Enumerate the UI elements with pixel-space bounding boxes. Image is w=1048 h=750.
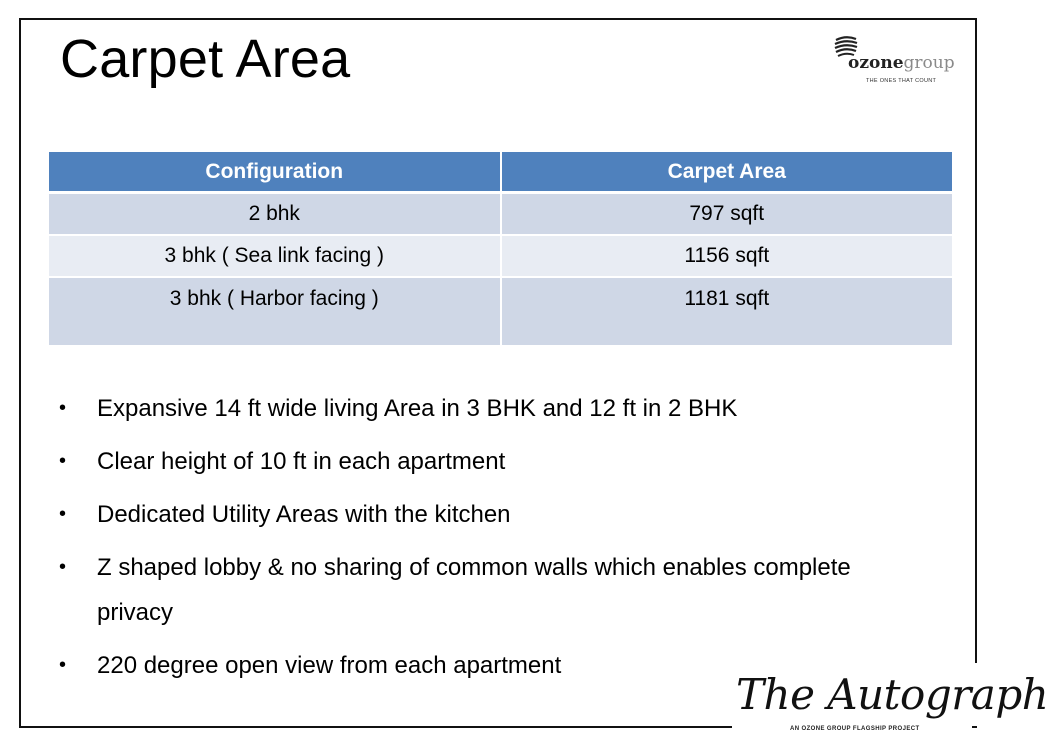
table-header-row [49,152,952,193]
list-item-text: Expansive 14 ft wide living Area in 3 BHK and 12 ft in 2 BHK [97,395,738,422]
feature-list [55,386,905,696]
header-carpet-area: Carpet Area [501,152,953,193]
table-row [49,235,952,277]
list-item-text: Dedicated Utility Areas with the kitchen [97,501,511,528]
cell-carpet-area: 1156 sqft [501,235,953,277]
list-item-text: 220 degree open view from each apartment [97,652,562,679]
list-item [55,545,905,635]
bullet-marker: • [59,450,67,472]
carpet-area-table [49,152,952,347]
list-item-text: Clear height of 10 ft in each apartment [97,448,506,475]
cell-configuration: 3 bhk ( Sea link facing ) [49,235,501,277]
list-item [55,386,905,431]
signature-tagline: AN OZONE GROUP FLAGSHIP PROJECT [790,726,920,732]
slide-title: Carpet Area [60,29,351,89]
the-autograph-logo [732,670,1048,738]
list-item [55,492,905,537]
ozone-group-logo [832,34,962,90]
cell-configuration: 2 bhk [49,193,501,236]
list-item [55,439,905,484]
table-row [49,277,952,346]
signature-text: The Autograph [736,670,1048,719]
bullet-marker: • [59,654,67,676]
slide-frame-right-edge [975,18,977,663]
cell-carpet-area: 1181 sqft [501,277,953,346]
bullet-marker: • [59,503,67,525]
list-item-text: Z shaped lobby & no sharing of common walls which enables complete privacy [97,554,851,626]
header-configuration: Configuration [49,152,501,193]
logo-wordmark-bold: ozone [848,53,904,73]
logo-wordmark [848,53,955,73]
cell-carpet-area: 797 sqft [501,193,953,236]
cell-configuration: 3 bhk ( Harbor facing ) [49,277,501,346]
logo-tagline: THE ONES THAT COUNT [866,78,937,84]
logo-wordmark-light: group [903,53,955,73]
bullet-marker: • [59,397,67,419]
bullet-marker: • [59,556,67,578]
table-row [49,193,952,236]
